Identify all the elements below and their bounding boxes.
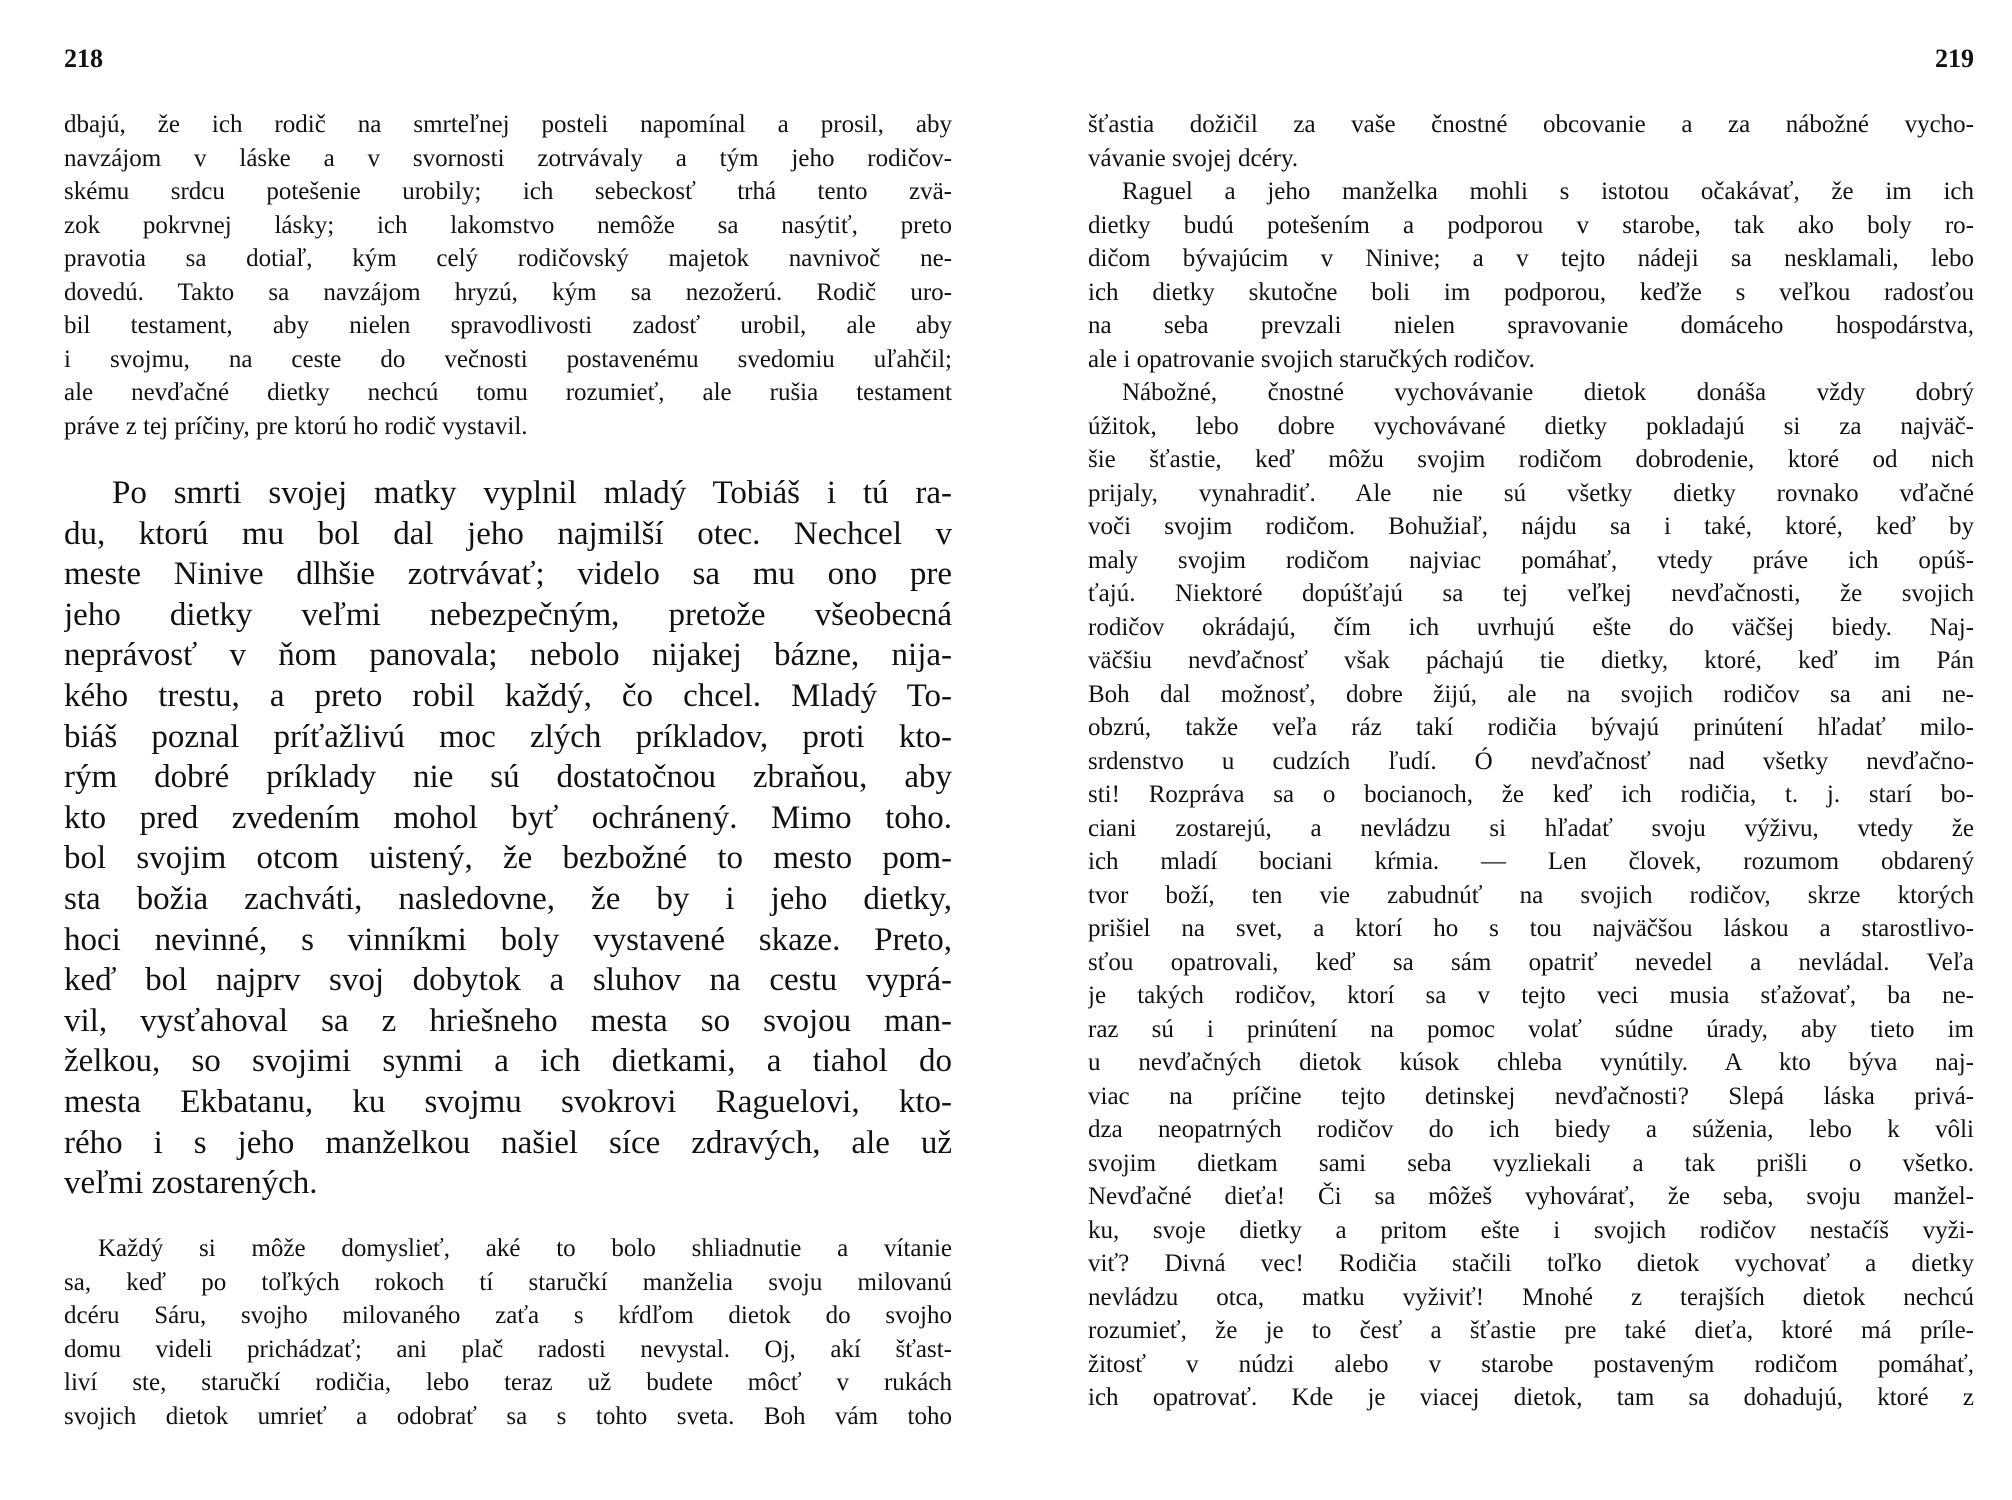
text-line: neprávosť v ňom panovala; nebolo nijakej bázne, nija- — [64, 637, 952, 674]
text-line: liví ste, staručkí rodičia, lebo teraz už budete môcť v rukách — [64, 1369, 952, 1396]
text-line: dičom bývajúcim v Ninive; a v tejto nádeji sa nesklamali, lebo — [1088, 245, 1974, 272]
text-line: srdenstvo u cudzích ľudí. Ó nevďačnosť nad všetky nevďačno- — [1088, 747, 1974, 775]
text-line: dza neopatrných rodičov do ich biedy a súženia, lebo k vôli — [1088, 1116, 1974, 1143]
text-line: prišiel na svet, a ktorí ho s tou najväčšou láskou a starostlivo- — [1088, 915, 1974, 942]
text-line: sti! Rozpráva sa o bocianoch, že keď ich rodičia, t. j. starí bo- — [1088, 781, 1974, 808]
text-line: šťastia dožičil za vaše čnostné obcovanie a za nábožné vycho- — [1088, 111, 1974, 138]
text-line: hoci nevinné, s vinníkmi boly vystavené skaze. Preto, — [64, 921, 952, 958]
text-line: dovedú. Takto sa navzájom hryzú, kým sa nezožerú. Rodič uro- — [64, 278, 952, 306]
right-page — [1006, 0, 2012, 1500]
text-line: na seba prevzali nielen spravovanie domáceho hospodárstva, — [1088, 312, 1974, 339]
text-line: meste Ninive dlhšie zotrvávať; videlo sa mu ono pre — [64, 556, 952, 593]
text-line: obzrú, takže veľa ráz takí rodičia bývajú prinútení hľadať milo- — [1088, 714, 1974, 741]
text-line: sťou opatrovali, keď sa sám opatriť nevedel a nevládal. Veľa — [1088, 948, 1974, 976]
text-line: rým dobré príklady nie sú dostatočnou zbraňou, aby — [64, 759, 952, 796]
text-line: ku, svoje dietky a pritom ešte i svojich rodičov nestačíš vyži- — [1088, 1216, 1974, 1244]
text-line: Po smrti svojej matky vyplnil mladý Tobiáš i tú ra- — [112, 475, 952, 511]
text-line: bil testament, aby nielen spravodlivosti zadosť urobil, ale aby — [64, 312, 952, 339]
text-line: rodičov okrádajú, čím ich uvrhujú ešte do väčšej biedy. Naj- — [1088, 613, 1974, 641]
text-line: jeho dietky veľmi nebezpečným, pretože všeobecná — [64, 596, 952, 633]
text-line: dcéru Sáru, svojho milovaného zaťa s kŕdľom dietok do svojho — [64, 1302, 952, 1329]
text-line: ale nevďačné dietky nechcú tomu rozumieť, ale rušia testament — [64, 379, 952, 406]
text-line: kého trestu, a preto robil každý, čo chcel. Mladý To- — [64, 677, 952, 714]
text-line: pravotia sa dotiaľ, kým celý rodičovský majetok navnivoč ne- — [64, 245, 952, 272]
text-line: sta božia zachváti, nasledovne, že by i jeho dietky, — [64, 880, 952, 917]
text-line: Boh dal možnosť, dobre žijú, ale na svojich rodičov sa ani ne- — [1088, 680, 1974, 708]
paragraph-small-print — [64, 108, 952, 443]
text-line: Nevďačné dieťa! Či sa môžeš vyhovárať, že seba, svoju manžel- — [1088, 1183, 1974, 1210]
text-line: ťajú. Niektoré dopúšťajú sa tej veľkej nevďačnosti, že svojich — [1088, 580, 1974, 607]
text-line: úžitok, lebo dobre vychovávané dietky pokladajú si za najväč- — [1088, 412, 1974, 440]
text-line: ciani zostarejú, a nevládzu si hľadať svoju výživu, vtedy že — [1088, 814, 1974, 842]
paragraph-large-print — [64, 473, 952, 1204]
text-line: práve z tej príčiny, pre ktorú ho rodič vystavil. — [64, 412, 528, 440]
text-line: viac na príčine tejto detinskej nevďačnosti? Slepá láska privá- — [1088, 1082, 1974, 1110]
text-line: svojich dietok umrieť a odobrať sa s tohto sveta. Boh vám toho — [64, 1402, 952, 1430]
text-line: Každý si môže domyslieť, aké to bolo shliadnutie a vítanie — [98, 1235, 952, 1262]
text-line: domu videli prichádzať; ani plač radosti nevystal. Oj, akí šťast- — [64, 1335, 952, 1363]
text-line: du, ktorú mu bol dal jeho najmilší otec. Nechcel v — [64, 515, 952, 552]
text-line: ale i opatrovanie svojich staručkých rodičov. — [1088, 345, 1535, 373]
text-line: tvor boží, ten vie zabudnúť na svojich rodičov, skrze ktorých — [1088, 881, 1974, 909]
text-line: svojim dietkam sami seba vyzliekali a tak prišli o všetko. — [1088, 1149, 1974, 1177]
text-line: u nevďačných dietok kúsok chleba vynútily. A kto býva naj- — [1088, 1049, 1974, 1076]
text-line: vávanie svojej dcéry. — [1088, 144, 1299, 172]
text-line: mesta Ekbatanu, ku svojmu svokrovi Raguelovi, kto- — [64, 1083, 952, 1120]
text-line: rozumieť, že je to česť a šťastie pre také dieťa, ktoré má príle- — [1088, 1317, 1974, 1344]
text-line: maly svojim rodičom najviac pomáhať, vtedy práve ich opúš- — [1088, 546, 1974, 574]
text-line: Nábožné, čnostné vychovávanie dietok donáša vždy dobrý — [1122, 379, 1974, 406]
text-line: biáš poznal príťažlivú moc zlých príkladov, proti kto- — [64, 718, 952, 755]
paragraph-small-print — [64, 1232, 952, 1433]
text-line: keď bol najprv svoj dobytok a sluhov na cestu vyprá- — [64, 962, 952, 999]
text-line: žitosť v núdzi alebo v starobe postaveným rodičom pomáhať, — [1088, 1350, 1974, 1378]
text-line: viť? Divná vec! Rodičia stačili toľko dietok vychovať a dietky — [1088, 1250, 1974, 1277]
text-line: kto pred zvedením mohol byť ochránený. Mimo toho. — [64, 799, 952, 836]
text-line: želkou, so svojimi synmi a ich dietkami, a tiahol do — [64, 1043, 952, 1080]
text-line: skému srdcu potešenie urobily; ich sebeckosť trhá tento zvä- — [64, 178, 952, 205]
text-line: Raguel a jeho manželka mohli s istotou očakávať, že im ich — [1122, 178, 1974, 205]
page-number: 218 — [64, 44, 103, 73]
text-line: navzájom v láske a v svornosti zotrvávaly a tým jeho rodičov- — [64, 144, 952, 172]
text-line: ich opatrovať. Kde je viacej dietok, tam sa dohadujú, ktoré z — [1088, 1384, 1974, 1411]
text-line: veľmi zostarených. — [64, 1165, 318, 1202]
text-line: dietky budú potešením a podporou v starobe, tak ako boly ro- — [1088, 211, 1974, 239]
text-line: raz sú i prinútení na pomoc volať súdne úrady, aby tieto im — [1088, 1015, 1974, 1043]
text-line: rého i s jeho manželkou našiel síce zdravých, ale už — [64, 1124, 952, 1161]
text-line: väčšiu nevďačnosť však páchajú tie dietky, ktoré, keď im Pán — [1088, 647, 1974, 674]
text-line: ich mladí bociani kŕmia. — Len človek, rozumom obdarený — [1088, 848, 1974, 875]
text-line: nevládzu otca, matku vyživiť! Mnohé z terajších dietok nechcú — [1088, 1283, 1974, 1311]
text-line: bol svojim otcom uistený, že bezbožné to mesto pom- — [64, 840, 952, 877]
text-line: je takých rodičov, ktorí sa v tejto veci musia sťažovať, ba ne- — [1088, 982, 1974, 1009]
text-line: i svojmu, na ceste do večnosti postavenému svedomiu uľahčil; — [64, 345, 952, 373]
text-line: ich dietky skutočne boli im podporou, keďže s veľkou radosťou — [1088, 278, 1974, 306]
text-line: dbajú, že ich rodič na smrteľnej posteli napomínal a prosil, aby — [64, 111, 952, 138]
text-line: šie šťastie, keď môžu svojim rodičom dobrodenie, ktoré od nich — [1088, 446, 1974, 473]
text-line: vil, vysťahoval sa z hriešneho mesta so svojou man- — [64, 1002, 952, 1039]
text-line: sa, keď po toľkých rokoch tí staručkí manželia svoju milovanú — [64, 1268, 952, 1296]
text-line: prijaly, vynahradiť. Ale nie sú všetky dietky rovnako vďačné — [1088, 479, 1974, 507]
text-line: zok pokrvnej lásky; ich lakomstvo nemôže sa nasýtiť, preto — [64, 211, 952, 239]
page-number: 219 — [1935, 44, 1974, 73]
text-line: voči svojim rodičom. Bohužiaľ, nájdu sa i také, ktoré, keď by — [1088, 513, 1974, 540]
paragraph-small-print — [1088, 108, 1974, 1415]
